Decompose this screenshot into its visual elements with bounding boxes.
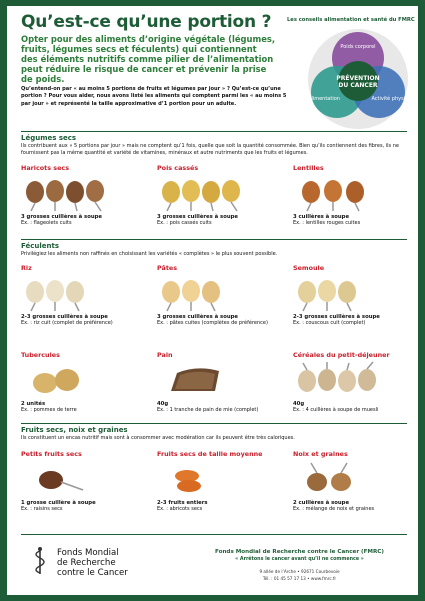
portion-example: Ex. : mélange de noix et graines [293,506,375,512]
food-photo-spoons [21,174,151,212]
food-name: Céréales du petit-déjeuner [293,351,390,359]
food-item [21,450,151,512]
org-name-line1: Fonds Mondial [57,548,119,558]
portion-quantity: 3 cuillères à soupe [293,214,350,220]
org-name-line3: contre le Cancer [57,568,128,578]
footer-address: 9 allée de l’Arche • 92671 Courbevoie [259,569,340,574]
food-name: Noix et graines [293,450,348,458]
food-name: Petits fruits secs [21,450,82,458]
food-item [21,264,151,326]
section-desc-feculents: Privilégiez les aliments non raffinés en choisissant les variétés « complètes » le plus souvent possible. [21,251,278,257]
portion-example: Ex. : abricots secs [157,506,203,512]
footer-contact: Tél. : 01 45 57 17 13 • www.fmrc.fr [262,576,337,581]
food-photo-spoons [21,274,151,312]
portion-quantity: 2 unités [21,401,46,407]
food-name: Fruits secs de taille moyenne [157,450,263,458]
portion-quantity: 3 grosses cuillères à soupe [21,214,102,220]
portion-quantity: 40g [293,401,305,407]
page-title: Qu’est-ce qu’une portion ? [21,12,272,32]
food-item [293,164,423,226]
portion-quantity: 3 grosses cuillères à soupe [157,214,238,220]
section-title-feculents: Féculents [21,242,60,250]
footer-title: Fonds Mondial de Recherche contre le Cancer (FMRC) [215,549,384,555]
food-name: Semoule [293,264,325,272]
food-photo-spoons [157,174,287,212]
food-photo-spoons [293,460,423,498]
org-name-line2: de Recherche [57,558,116,568]
portion-quantity: 40g [157,401,169,407]
portion-example: Ex. : 4 cuillères à soupe de muesli [293,407,379,413]
section-desc-legumes-secs: Ils contribuent aux « 5 portions par jour » mais ne comptent qu’1 fois, quelle que soit la quantité consommée. Bien qu’ils contiennent des fibres, ils ne fournissent pas la même quantité et variété de vitamines, minéraux et autre nutriments que les fruits et légumes. [21,143,399,156]
poster-page [7,6,418,595]
food-name: Pois cassés [157,164,199,172]
food-name: Pain [157,351,173,359]
wheel-label-activity: Activité physique [371,96,415,102]
portion-example: Ex. : lentilles rouges cuites [293,220,361,226]
portion-quantity: 2-3 grosses cuillères à soupe [21,314,108,320]
food-item [293,351,423,413]
portion-question-text: Qu’entend-on par « au moins 5 portions de fruits et légumes par jour » ? Qu’est-ce qu’une portion ? Pour vous aider, nous avons listé les aliments qui comptent parmi les « au moins 5 par jour » et représenté la taille approximative d’1 portion pour un adulte. [21,86,287,107]
portion-quantity: 1 grosse cuillère à soupe [21,500,96,506]
portion-example: Ex. : couscous cuit (complet) [293,320,366,326]
food-name: Tubercules [21,351,60,359]
portion-example: Ex. : flageolets cuits [21,220,72,226]
portion-quantity: 2-3 grosses cuillères à soupe [293,314,380,320]
portion-example: Ex. : raisins secs [21,506,63,512]
portion-example: Ex. : pâtes cuites (complètes de préférence) [157,320,268,326]
fmrc-logo-icon [29,546,51,576]
food-photo-spoons [293,274,423,312]
food-name: Pâtes [157,264,178,272]
food-photo-bread [157,361,287,399]
section-title-legumes-secs: Légumes secs [21,134,77,142]
portion-example: Ex. : pommes de terre [21,407,77,413]
wheel-center-line2: DU CANCER [338,82,378,89]
food-photo-potatoes [21,361,151,399]
portion-example: Ex. : 1 tranche de pain de mie (complet) [157,407,259,413]
divider [21,239,407,240]
food-name: Lentilles [293,164,324,172]
section-desc-fruits-secs: Ils constituent un encas nutritif mais sont à consommer avec modération car ils peuvent être très caloriques. [21,435,295,441]
food-name: Riz [21,264,32,272]
portion-example: Ex. : riz cuit (complet de préférence) [21,320,113,326]
divider [21,534,407,535]
divider [21,131,407,132]
footer-slogan: « Arrêtons le cancer avant qu’il ne commence » [235,557,364,562]
prevention-wheel [307,28,415,130]
food-item [157,264,287,326]
org-name [57,548,128,578]
divider [21,423,407,424]
food-item [293,264,423,326]
advice-heading: Les conseils alimentation et santé du FMRC [287,17,415,23]
food-item [21,164,151,226]
portion-quantity: 2-3 fruits entiers [157,500,208,506]
food-photo-apricots [157,460,287,498]
food-photo-spoons [157,274,287,312]
food-item [157,351,287,413]
wheel-label-diet: Alimentation [308,96,340,102]
section-title-fruits-secs: Fruits secs, noix et graines [21,426,128,434]
food-item [157,164,287,226]
portion-quantity: 3 grosses cuillères à soupe [157,314,238,320]
food-photo-spoons [293,361,423,399]
food-name: Haricots secs [21,164,69,172]
portion-quantity: 2 cuillères à soupe [293,500,350,506]
food-item [21,351,151,413]
wheel-label-weight: Poids corporel [340,44,376,50]
wheel-center-line1: PRÉVENTION [336,75,380,82]
portion-example: Ex. : pois cassés cuits [157,220,212,226]
food-item [293,450,423,512]
food-item [157,450,287,512]
food-photo-spoons [293,174,423,212]
food-photo-spoon [21,460,151,498]
intro-text: Opter pour des aliments d’origine végétale (légumes, fruits, légumes secs et féculents) qui contiennent des éléments nutritifs comme pilier de l’alimentation peut réduire le risque de cancer et prévenir la prise de poids. [21,34,276,84]
